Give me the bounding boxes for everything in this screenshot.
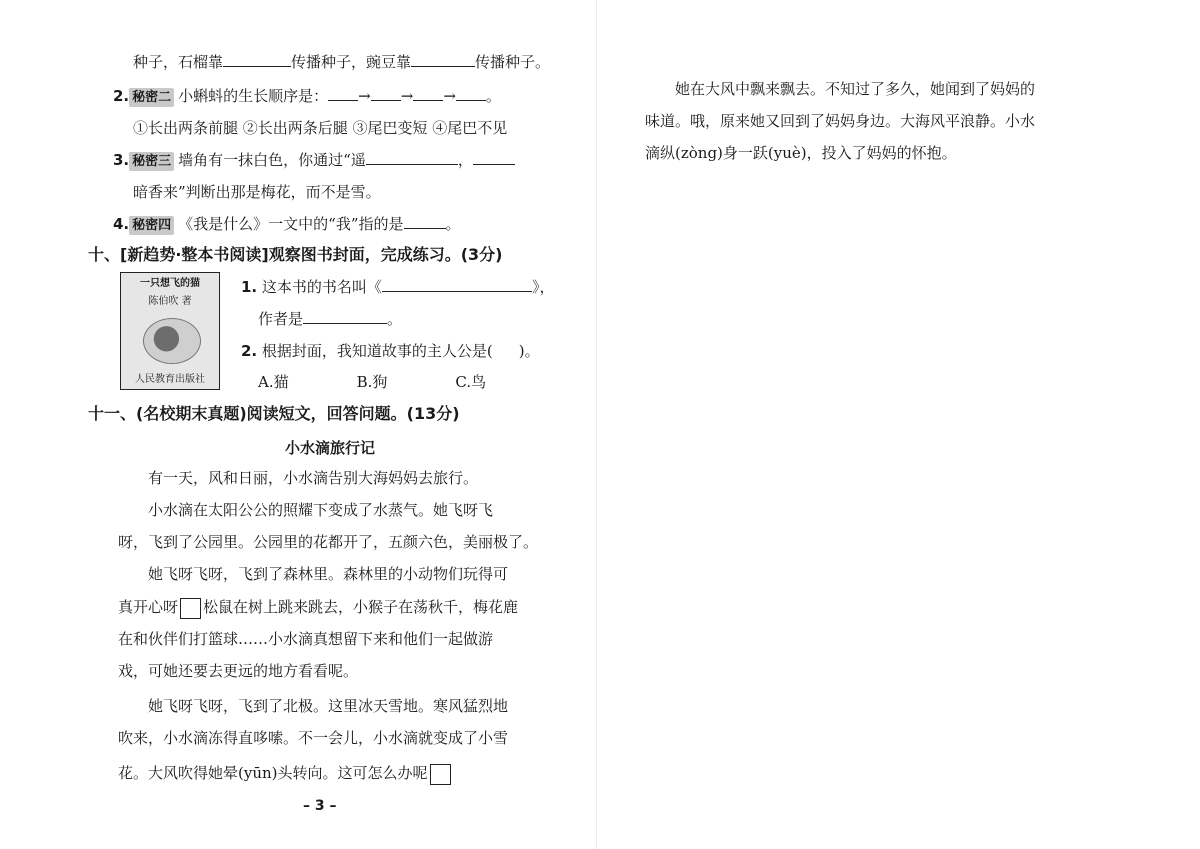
question-number: 3. [113,151,130,169]
answer-blank[interactable] [473,149,515,165]
sec10-q2 [241,340,540,362]
question-text: 这本书的书名叫《 [261,278,382,296]
seeds-text-1: 种子，石榴靠 [133,53,224,71]
story-p5c: 滴纵(zòng)身一跃(yuè)，投入了妈妈的怀抱。 [645,144,957,162]
question-number: 1. [241,278,258,296]
arrow-icon: → [400,87,414,105]
question-text: 根据封面，我知道故事的主人公是( [261,342,493,360]
answer-blank[interactable] [303,308,387,324]
q4-line [113,213,461,235]
section-10-title: 十、[新趋势·整本书阅读]观察图书封面，完成练习。(3分) [88,245,503,264]
story-p3d: 戏，可她还要去更远的地方看看呢。 [118,662,359,680]
story-p4c [118,762,453,785]
punctuation-box[interactable] [430,764,451,785]
answer-blank[interactable] [413,85,443,101]
question-end: )。 [518,342,540,360]
story-p1: 有一天，风和日丽，小水滴告别大海妈妈去旅行。 [148,469,479,487]
sec10-options [258,371,486,393]
answer-blank[interactable] [223,51,291,67]
story-text: 真开心呀 [118,598,179,616]
answer-blank[interactable] [371,85,401,101]
question-end: 。 [485,87,501,105]
option-b[interactable]: B.狗 [356,373,388,391]
arrow-icon: → [443,87,456,105]
book-cover-author: 陈伯吹 著 [148,296,192,307]
story-title: 小水滴旅行记 [285,439,376,457]
story-p3b [118,596,518,619]
answer-blank[interactable] [456,85,486,101]
option-c[interactable]: C.鸟 [455,373,487,391]
story-p4a: 她飞呀飞呀，飞到了北极。这里冰天雪地。寒风猛烈地 [148,697,509,715]
story-p3c: 在和伙伴们打篮球……小水滴真想留下来和他们一起做游 [118,630,494,648]
q2-options: ①长出两条前腿 ②长出两条后腿 ③尾巴变短 ④尾巴不见 [133,119,508,137]
answer-blank[interactable] [411,51,475,67]
question-text: 墙角有一抹白色，你通过“遥 [178,151,366,169]
story-p5a: 她在大风中飘来飘去。不知过了多久，她闻到了妈妈的 [675,80,1036,98]
right-page [600,0,1200,849]
book-cover-publisher: 人民教育出版社 [135,374,205,385]
sec10-q1b [258,308,402,330]
seeds-text-3: 传播种子。 [475,53,551,71]
question-text: 《我是什么》一文中的“我”指的是 [178,215,404,233]
sec10-q1 [241,276,554,298]
arrow-icon: → [358,87,371,105]
page-number: – 3 – [303,798,337,814]
question-number: 4. [113,215,130,233]
secret-tag: 秘密四 [129,216,174,235]
answer-blank[interactable] [382,276,532,292]
option-a[interactable]: A.猫 [258,373,289,391]
answer-blank[interactable] [366,149,458,165]
q2-line [113,85,501,107]
punctuation-box[interactable] [180,598,201,619]
q3-line [113,149,515,171]
story-p3a: 她飞呀飞呀，飞到了森林里。森林里的小动物们玩得可 [148,565,509,583]
story-p4b: 吹来，小水滴冻得直哆嗦。不一会儿，小水滴就变成了小雪 [118,729,509,747]
story-text: 花。大风吹得她晕(yūn)头转向。这可怎么办呢 [118,764,428,782]
book-cover-image [120,272,220,390]
comma-text: ， [457,151,473,169]
secret-tag: 秘密二 [129,88,174,107]
q3-cont: 暗香来”判断出那是梅花，而不是雪。 [133,183,381,201]
question-number: 2. [113,87,130,105]
story-text: 松鼠在树上跳来跳去，小猴子在荡秋千，梅花鹿 [203,598,519,616]
page-gutter [596,0,597,849]
secret-tag: 秘密三 [129,152,174,171]
cat-illustration [143,318,201,364]
story-p2b: 呀，飞到了公园里。公园里的花都开了，五颜六色，美丽极了。 [118,533,539,551]
answer-blank[interactable] [328,85,358,101]
story-p5b: 味道。哦，原来她又回到了妈妈身边。大海风平浪静。小水 [645,112,1036,130]
seeds-line [133,51,550,73]
left-page [0,0,590,849]
question-text: 小蝌蚪的生长顺序是： [178,87,329,105]
story-p2a: 小水滴在太阳公公的照耀下变成了水蒸气。她飞呀飞 [148,501,494,519]
question-end: 。 [387,310,403,328]
book-cover-title: 一只想飞的猫 [140,278,200,289]
question-number: 2. [241,342,258,360]
answer-blank[interactable] [404,213,446,229]
question-text: 作者是 [258,310,304,328]
question-end: 》， [531,278,555,296]
section-11-title: 十一、(名校期末真题)阅读短文，回答问题。(13分) [88,404,460,423]
question-end: 。 [445,215,461,233]
seeds-text-2: 传播种子，豌豆靠 [291,53,412,71]
